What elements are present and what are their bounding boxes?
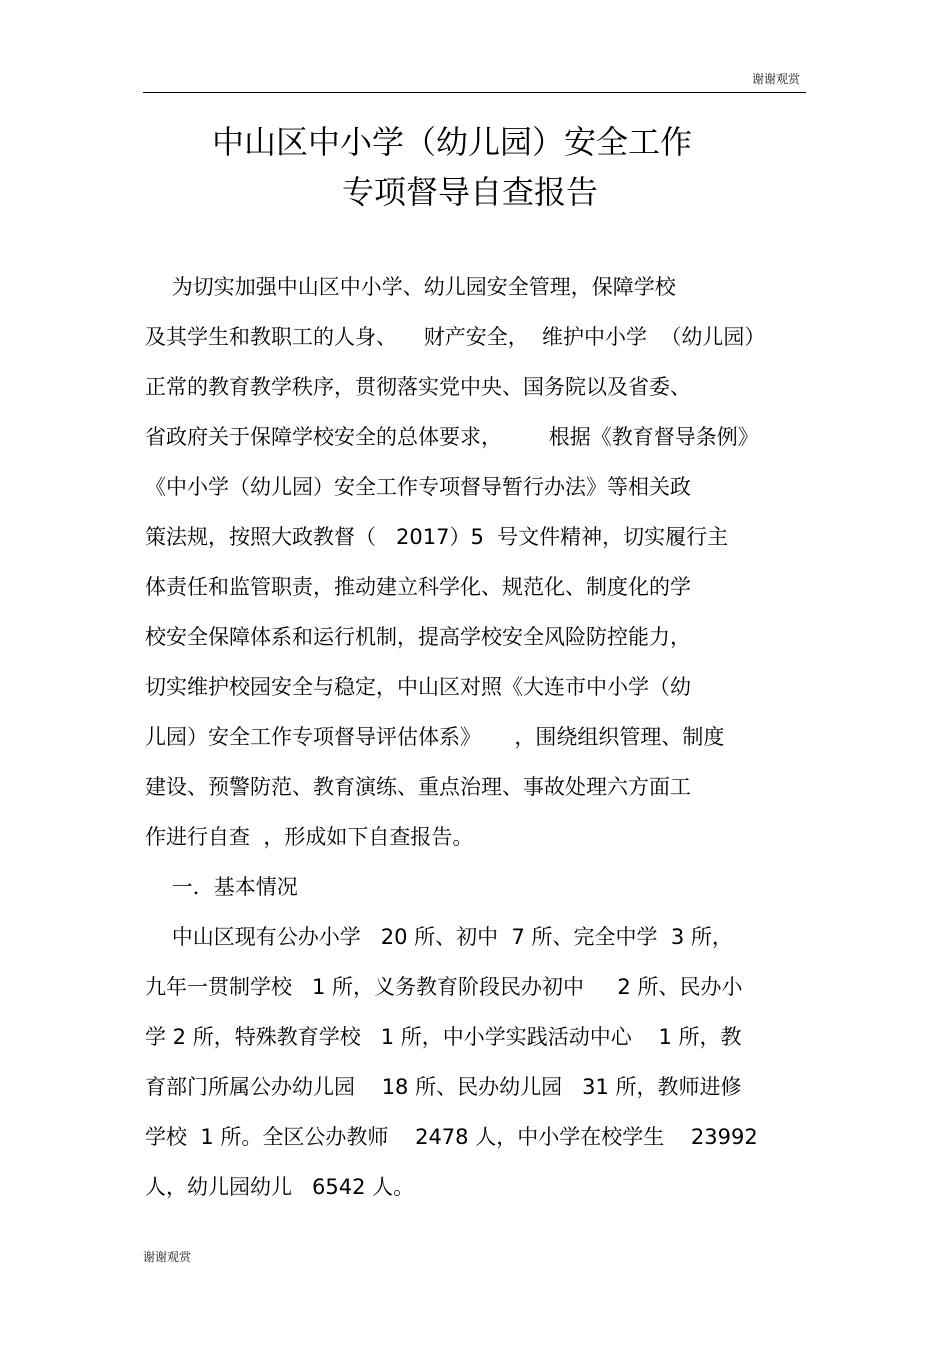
body-line: 建设、预警防范、教育演练、重点治理、事故处理六方面工	[145, 775, 691, 799]
body-line: 作进行自查 ，形成如下自查报告。	[145, 825, 474, 849]
body-line: 人，幼儿园幼儿 6542 人。	[145, 1175, 415, 1199]
header-divider	[143, 92, 806, 93]
body-line: 儿园）安全工作专项督导评估体系》 ，围绕组织管理、制度	[145, 725, 725, 749]
page-footer-text: 谢谢观赏	[143, 1250, 192, 1264]
document-title-line-1: 中山区中小学（幼儿园）安全工作	[212, 123, 693, 161]
page-header-text: 谢谢观赏	[751, 72, 800, 86]
body-line: 中山区现有公办小学 20 所、初中 7 所、完全中学 3 所，	[145, 925, 733, 949]
body-line: 育部门所属公办幼儿园 18 所、民办幼儿园 31 所，教师进修	[145, 1075, 742, 1099]
body-line: 学 2 所，特殊教育学校 1 所，中小学实践活动中心 1 所，教	[145, 1025, 742, 1049]
body-line: 策法规，按照大政教督（ 2017）5 号文件精神，切实履行主	[145, 525, 729, 549]
body-line: 为切实加强中山区中小学、幼儿园安全管理，保障学校	[145, 275, 676, 299]
body-line: 及其学生和教职工的人身、 财产安全， 维护中小学 （幼儿园）	[145, 325, 766, 349]
body-line: 正常的教育教学秩序，贯彻落实党中央、国务院以及省委、	[145, 375, 691, 399]
body-line: 体责任和监管职责，推动建立科学化、规范化、制度化的学	[145, 575, 691, 599]
document-title-line-2: 专项督导自查报告	[342, 173, 599, 211]
body-line: 《中小学（幼儿园）安全工作专项督导暂行办法》等相关政	[145, 475, 691, 499]
body-line: 切实维护校园安全与稳定，中山区对照《大连市中小学（幼	[145, 675, 691, 699]
body-line: 九年一贯制学校 1 所，义务教育阶段民办初中 2 所、民办小	[145, 975, 743, 999]
body-line: 省政府关于保障学校安全的总体要求， 根据《教育督导条例》	[145, 425, 759, 449]
body-line: 校安全保障体系和运行机制，提高学校安全风险防控能力，	[145, 625, 691, 649]
body-line: 学校 1 所。全区公办教师 2478 人，中小学在校学生 23992	[145, 1125, 758, 1149]
section-heading: 一．基本情况	[145, 875, 298, 899]
